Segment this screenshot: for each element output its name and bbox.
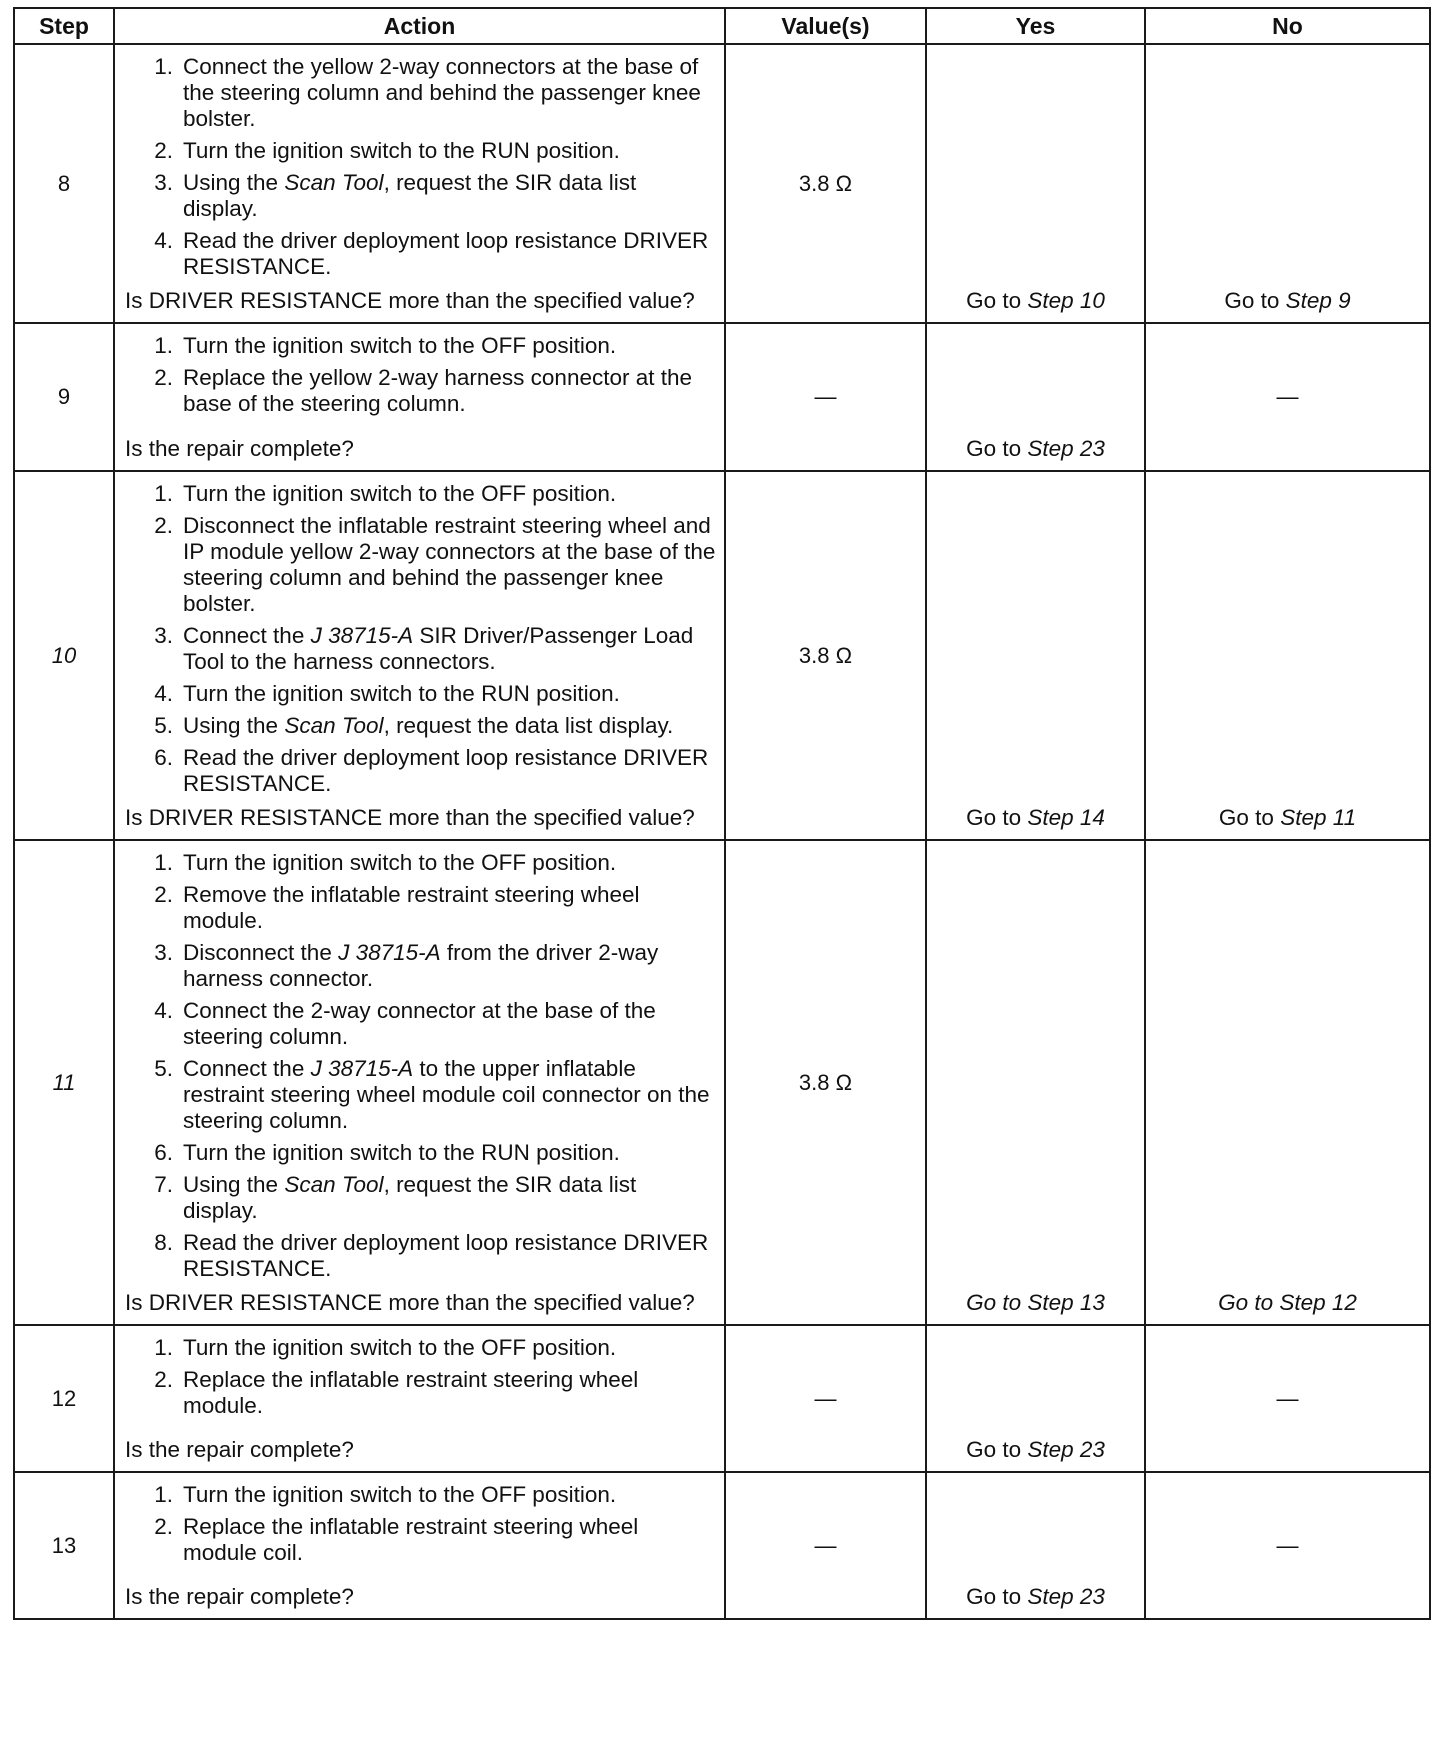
item-text: Turn the ignition switch to the OFF position. <box>183 1482 617 1507</box>
action-list <box>125 1482 716 1566</box>
step-number: 12 <box>14 1325 114 1472</box>
header-row <box>14 8 1430 44</box>
item-number: 4. <box>154 228 173 253</box>
action-question: Is DRIVER RESISTANCE more than the specified value? <box>125 288 695 313</box>
item-number: 4. <box>154 681 173 706</box>
item-number: 5. <box>154 713 173 738</box>
action-item <box>125 1230 716 1282</box>
yes-cell: Go to Step 10 <box>926 44 1145 323</box>
yes-cell: Go to Step 13 <box>926 840 1145 1325</box>
item-text: Read the driver deployment loop resistance DRIVER RESISTANCE. <box>183 228 709 279</box>
action-cell <box>114 1325 725 1472</box>
item-number: 1. <box>154 54 173 79</box>
action-cell <box>114 471 725 840</box>
header-no: No <box>1145 8 1430 44</box>
item-number: 1. <box>154 481 173 506</box>
action-list <box>125 54 716 280</box>
value-cell: — <box>725 1472 926 1619</box>
value-cell: 3.8 Ω <box>725 44 926 323</box>
action-item <box>125 1335 716 1361</box>
step-number: 13 <box>14 1472 114 1619</box>
table-row <box>14 323 1430 471</box>
item-text: Disconnect the inflatable restraint steering wheel and IP module yellow 2-way connectors at the base of the steering column and behind the passenger knee bolster. <box>183 513 716 616</box>
item-number: 2. <box>154 1514 173 1539</box>
item-text: Using the Scan Tool, request the data list display. <box>183 713 674 738</box>
no-cell: Go to Step 12 <box>1145 840 1430 1325</box>
item-number: 1. <box>154 1482 173 1507</box>
value-cell: — <box>725 1325 926 1472</box>
item-text: Connect the 2-way connector at the base of the steering column. <box>183 998 656 1049</box>
item-text: Remove the inflatable restraint steering wheel module. <box>183 882 640 933</box>
yes-cell: Go to Step 23 <box>926 1325 1145 1472</box>
action-item <box>125 1514 716 1566</box>
item-text: Using the Scan Tool, request the SIR data list display. <box>183 1172 637 1223</box>
action-question: Is the repair complete? <box>125 436 354 461</box>
item-number: 3. <box>154 940 173 965</box>
item-number: 3. <box>154 170 173 195</box>
action-item <box>125 228 716 280</box>
action-cell <box>114 44 725 323</box>
action-item <box>125 54 716 132</box>
no-cell: Go to Step 9 <box>1145 44 1430 323</box>
yes-cell: Go to Step 23 <box>926 1472 1145 1619</box>
step-number: 10 <box>14 471 114 840</box>
action-item <box>125 713 716 739</box>
value-cell: — <box>725 323 926 471</box>
action-item <box>125 1140 716 1166</box>
action-question: Is DRIVER RESISTANCE more than the specified value? <box>125 805 695 830</box>
item-number: 1. <box>154 850 173 875</box>
item-text: Turn the ignition switch to the RUN position. <box>183 138 620 163</box>
yes-cell: Go to Step 14 <box>926 471 1145 840</box>
action-item <box>125 681 716 707</box>
action-item <box>125 1482 716 1508</box>
table-row <box>14 1325 1430 1472</box>
item-number: 7. <box>154 1172 173 1197</box>
item-text: Read the driver deployment loop resistance DRIVER RESISTANCE. <box>183 1230 709 1281</box>
action-question: Is the repair complete? <box>125 1584 354 1609</box>
item-number: 2. <box>154 138 173 163</box>
action-cell <box>114 840 725 1325</box>
item-text: Connect the yellow 2-way connectors at the base of the steering column and behind the passenger knee bolster. <box>183 54 701 131</box>
table-row <box>14 44 1430 323</box>
item-text: Replace the inflatable restraint steering wheel module coil. <box>183 1514 639 1565</box>
action-cell <box>114 1472 725 1619</box>
item-number: 2. <box>154 882 173 907</box>
item-number: 1. <box>154 333 173 358</box>
item-number: 2. <box>154 365 173 390</box>
action-item <box>125 365 716 417</box>
item-number: 2. <box>154 513 173 538</box>
value-cell: 3.8 Ω <box>725 840 926 1325</box>
action-item <box>125 882 716 934</box>
item-text: Turn the ignition switch to the OFF position. <box>183 1335 617 1360</box>
item-number: 3. <box>154 623 173 648</box>
item-text: Turn the ignition switch to the RUN position. <box>183 681 620 706</box>
no-cell: Go to Step 11 <box>1145 471 1430 840</box>
action-cell <box>114 323 725 471</box>
item-text: Using the Scan Tool, request the SIR data list display. <box>183 170 637 221</box>
action-item <box>125 513 716 617</box>
item-text: Turn the ignition switch to the OFF position. <box>183 333 617 358</box>
item-text: Connect the J 38715-A to the upper inflatable restraint steering wheel module coil connector on the steering column. <box>183 1056 710 1133</box>
header-action: Action <box>114 8 725 44</box>
item-number: 5. <box>154 1056 173 1081</box>
item-text: Turn the ignition switch to the OFF position. <box>183 481 617 506</box>
step-number: 9 <box>14 323 114 471</box>
header-values: Value(s) <box>725 8 926 44</box>
no-cell: — <box>1145 323 1430 471</box>
action-item <box>125 998 716 1050</box>
item-text: Turn the ignition switch to the OFF position. <box>183 850 617 875</box>
action-item <box>125 1056 716 1134</box>
value-cell: 3.8 Ω <box>725 471 926 840</box>
action-item <box>125 745 716 797</box>
action-list <box>125 481 716 797</box>
action-item <box>125 850 716 876</box>
header-yes: Yes <box>926 8 1145 44</box>
table-row <box>14 471 1430 840</box>
item-text: Connect the J 38715-A SIR Driver/Passenger Load Tool to the harness connectors. <box>183 623 694 674</box>
item-number: 6. <box>154 745 173 770</box>
item-number: 6. <box>154 1140 173 1165</box>
no-cell: — <box>1145 1472 1430 1619</box>
action-list <box>125 850 716 1282</box>
item-number: 4. <box>154 998 173 1023</box>
item-text: Turn the ignition switch to the RUN position. <box>183 1140 620 1165</box>
step-number: 11 <box>14 840 114 1325</box>
header-step: Step <box>14 8 114 44</box>
yes-cell: Go to Step 23 <box>926 323 1145 471</box>
step-number: 8 <box>14 44 114 323</box>
item-number: 8. <box>154 1230 173 1255</box>
item-text: Replace the inflatable restraint steering wheel module. <box>183 1367 639 1418</box>
item-number: 2. <box>154 1367 173 1392</box>
action-item <box>125 333 716 359</box>
action-item <box>125 623 716 675</box>
action-item <box>125 1367 716 1419</box>
action-question: Is the repair complete? <box>125 1437 354 1462</box>
action-item <box>125 138 716 164</box>
item-number: 1. <box>154 1335 173 1360</box>
item-text: Disconnect the J 38715-A from the driver 2-way harness connector. <box>183 940 659 991</box>
item-text: Replace the yellow 2-way harness connector at the base of the steering column. <box>183 365 693 416</box>
action-item <box>125 170 716 222</box>
table-row <box>14 1472 1430 1619</box>
no-cell: — <box>1145 1325 1430 1472</box>
action-item <box>125 940 716 992</box>
diagnostic-table <box>13 7 1431 1620</box>
action-item <box>125 481 716 507</box>
action-list <box>125 1335 716 1419</box>
action-list <box>125 333 716 417</box>
table-row <box>14 840 1430 1325</box>
item-text: Read the driver deployment loop resistance DRIVER RESISTANCE. <box>183 745 709 796</box>
action-question: Is DRIVER RESISTANCE more than the specified value? <box>125 1290 695 1315</box>
action-item <box>125 1172 716 1224</box>
